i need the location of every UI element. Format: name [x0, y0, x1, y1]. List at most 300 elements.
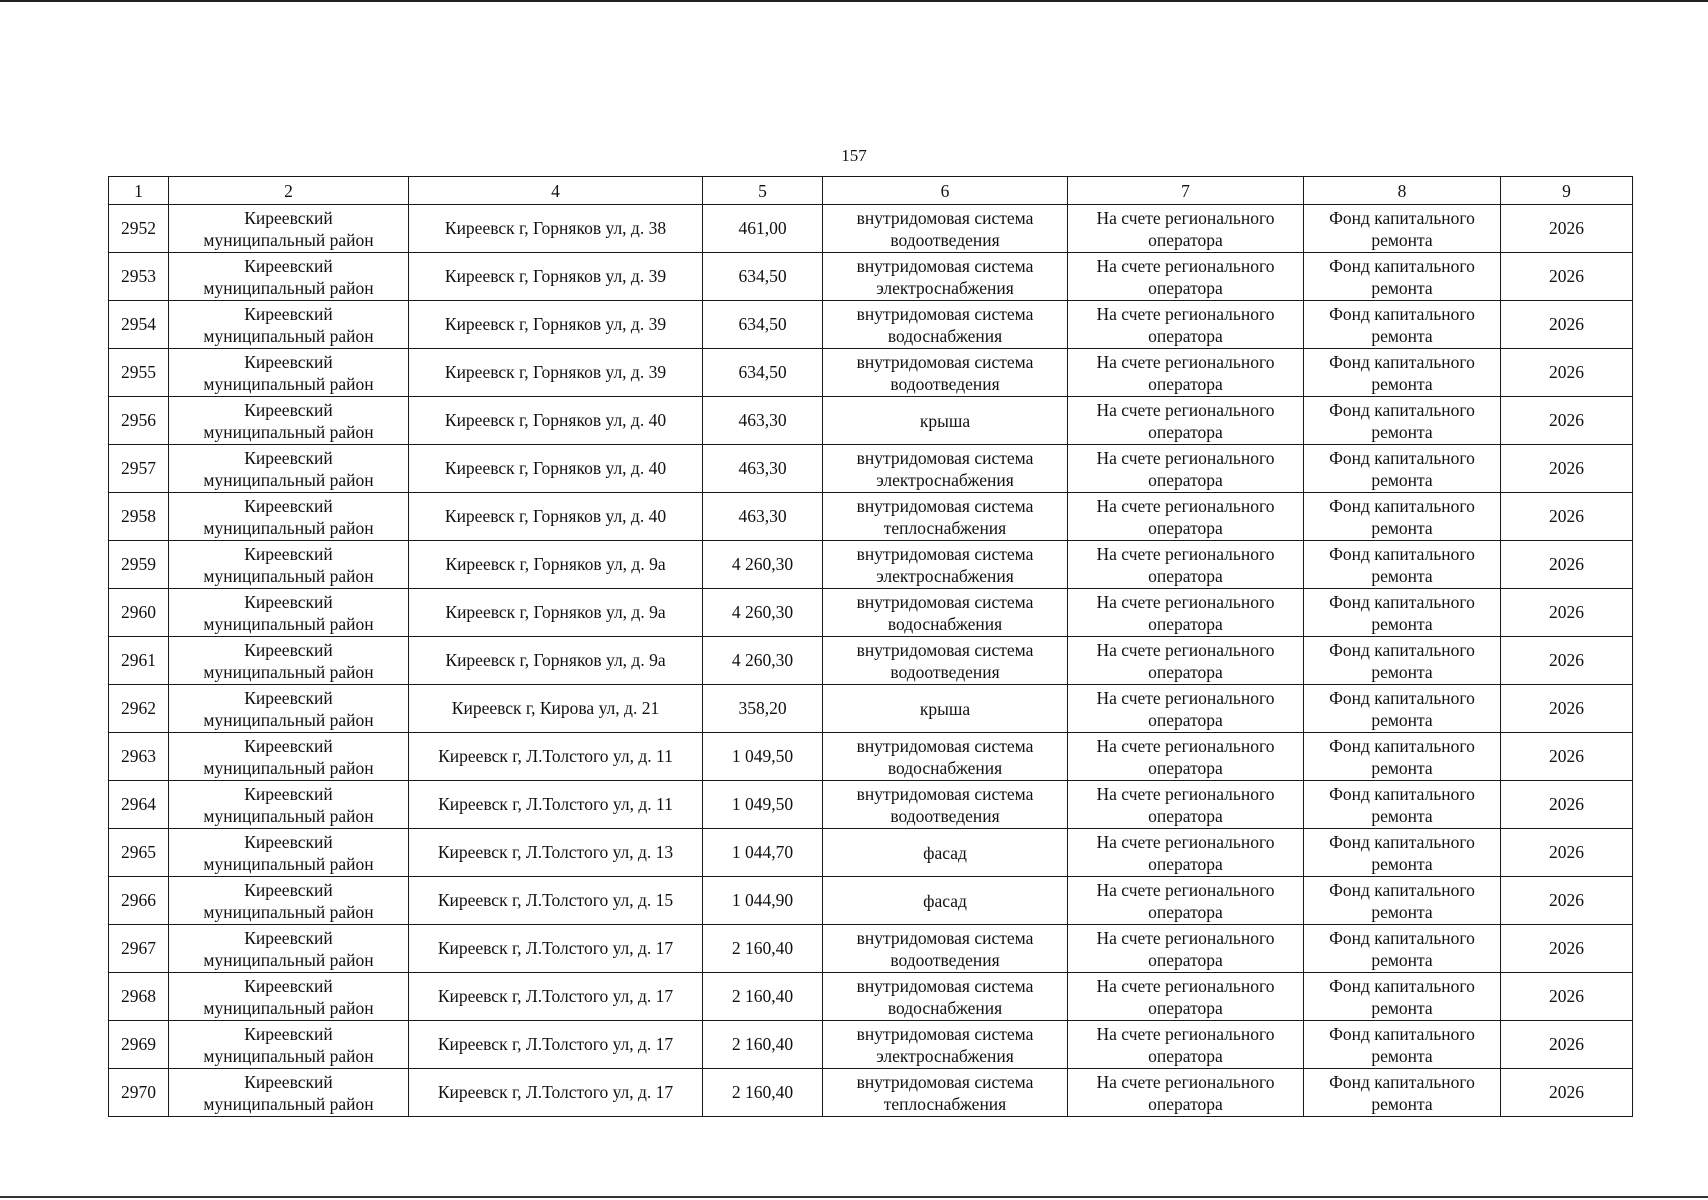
work-type-cell	[823, 637, 1068, 685]
funding-source-cell	[1304, 205, 1501, 253]
year-cell: 2026	[1501, 781, 1633, 829]
work-type-cell-line-2: водоснабжения	[887, 613, 1003, 634]
year-cell: 2026	[1501, 253, 1633, 301]
funding-source-cell-line-2: ремонта	[1371, 229, 1433, 250]
account-cell-line-2: оператора	[1148, 421, 1223, 442]
account-cell-line-2: оператора	[1148, 853, 1223, 874]
district-cell-line-2: муниципальный район	[203, 1045, 374, 1066]
funding-source-cell-line-1: Фонд капитального	[1329, 543, 1475, 564]
district-cell	[169, 637, 409, 685]
account-cell	[1068, 877, 1304, 925]
funding-source-cell-line-2: ремонта	[1371, 661, 1433, 682]
funding-source-cell	[1304, 1069, 1501, 1117]
area-cell: 2 160,40	[703, 925, 823, 973]
table-row	[109, 493, 1633, 541]
area-cell: 2 160,40	[703, 1021, 823, 1069]
district-cell-line-1: Киреевский	[244, 639, 333, 660]
year-cell: 2026	[1501, 541, 1633, 589]
account-cell	[1068, 541, 1304, 589]
header-row	[109, 177, 1633, 205]
column-header: 7	[1068, 177, 1304, 205]
account-cell-line-2: оператора	[1148, 901, 1223, 922]
address-cell: Киреевск г, Горняков ул, д. 9а	[409, 637, 703, 685]
work-type-cell	[823, 973, 1068, 1021]
work-type-cell	[823, 397, 1068, 445]
funding-source-cell-line-1: Фонд капитального	[1329, 303, 1475, 324]
work-type-cell	[823, 733, 1068, 781]
work-type-cell-line-2: электроснабжения	[876, 1045, 1014, 1066]
work-type-cell-line-1: внутридомовая система	[856, 783, 1034, 804]
area-cell: 463,30	[703, 397, 823, 445]
account-cell	[1068, 397, 1304, 445]
table-row	[109, 205, 1633, 253]
account-cell-line-1: На счете регионального	[1096, 255, 1275, 276]
area-cell: 2 160,40	[703, 973, 823, 1021]
account-cell-line-2: оператора	[1148, 997, 1223, 1018]
funding-source-cell-line-1: Фонд капитального	[1329, 1023, 1475, 1044]
funding-source-cell	[1304, 781, 1501, 829]
area-cell: 634,50	[703, 253, 823, 301]
work-type-cell	[823, 1021, 1068, 1069]
district-cell	[169, 685, 409, 733]
funding-source-cell-line-1: Фонд капитального	[1329, 447, 1475, 468]
work-type-cell-line-1: внутридомовая система	[856, 591, 1034, 612]
district-cell-line-1: Киреевский	[244, 879, 333, 900]
funding-source-cell-line-2: ремонта	[1371, 325, 1433, 346]
row-number-cell: 2968	[109, 973, 169, 1021]
district-cell-line-1: Киреевский	[244, 495, 333, 516]
year-cell: 2026	[1501, 445, 1633, 493]
row-number-cell: 2956	[109, 397, 169, 445]
address-cell: Киреевск г, Горняков ул, д. 38	[409, 205, 703, 253]
year-cell: 2026	[1501, 205, 1633, 253]
account-cell-line-2: оператора	[1148, 1093, 1223, 1114]
year-cell: 2026	[1501, 349, 1633, 397]
work-type-cell-line-2: теплоснабжения	[883, 517, 1007, 538]
funding-source-cell-line-1: Фонд капитального	[1329, 591, 1475, 612]
district-cell-line-2: муниципальный район	[203, 517, 374, 538]
address-cell: Киреевск г, Л.Толстого ул, д. 11	[409, 781, 703, 829]
funding-source-cell	[1304, 253, 1501, 301]
account-cell-line-2: оператора	[1148, 661, 1223, 682]
row-number-cell: 2960	[109, 589, 169, 637]
funding-source-cell-line-1: Фонд капитального	[1329, 1071, 1475, 1092]
row-number-cell: 2959	[109, 541, 169, 589]
account-cell	[1068, 493, 1304, 541]
address-cell: Киреевск г, Горняков ул, д. 40	[409, 445, 703, 493]
funding-source-cell-line-2: ремонта	[1371, 949, 1433, 970]
work-type-cell-line-1: внутридомовая система	[856, 1023, 1034, 1044]
district-cell-line-2: муниципальный район	[203, 997, 374, 1018]
row-number-cell: 2966	[109, 877, 169, 925]
funding-source-cell	[1304, 973, 1501, 1021]
work-type-cell	[823, 493, 1068, 541]
funding-source-cell-line-2: ремонта	[1371, 277, 1433, 298]
district-cell-line-1: Киреевский	[244, 591, 333, 612]
account-cell-line-2: оператора	[1148, 613, 1223, 634]
funding-source-cell-line-2: ремонта	[1371, 565, 1433, 586]
district-cell-line-2: муниципальный район	[203, 901, 374, 922]
work-type-cell-line-2: водоснабжения	[887, 997, 1003, 1018]
area-cell: 4 260,30	[703, 637, 823, 685]
work-type-cell-line-1: внутридомовая система	[856, 303, 1034, 324]
account-cell-line-2: оператора	[1148, 325, 1223, 346]
funding-source-cell	[1304, 541, 1501, 589]
account-cell-line-1: На счете регионального	[1096, 975, 1275, 996]
district-cell-line-1: Киреевский	[244, 447, 333, 468]
work-type-cell-line-1: фасад	[923, 842, 967, 863]
district-cell	[169, 397, 409, 445]
funding-source-cell-line-1: Фонд капитального	[1329, 639, 1475, 660]
account-cell-line-2: оператора	[1148, 229, 1223, 250]
area-cell: 634,50	[703, 349, 823, 397]
work-type-cell-line-2: водоснабжения	[887, 325, 1003, 346]
account-cell	[1068, 445, 1304, 493]
district-cell-line-1: Киреевский	[244, 303, 333, 324]
district-cell-line-1: Киреевский	[244, 687, 333, 708]
district-cell	[169, 301, 409, 349]
district-cell	[169, 349, 409, 397]
column-header: 2	[169, 177, 409, 205]
address-cell: Киреевск г, Л.Толстого ул, д. 17	[409, 1069, 703, 1117]
row-number-cell: 2969	[109, 1021, 169, 1069]
work-type-cell-line-1: внутридомовая система	[856, 639, 1034, 660]
year-cell: 2026	[1501, 925, 1633, 973]
account-cell	[1068, 685, 1304, 733]
funding-source-cell-line-2: ремонта	[1371, 757, 1433, 778]
account-cell-line-1: На счете регионального	[1096, 447, 1275, 468]
row-number-cell: 2955	[109, 349, 169, 397]
work-type-cell	[823, 301, 1068, 349]
account-cell	[1068, 637, 1304, 685]
work-type-cell-line-1: внутридомовая система	[856, 975, 1034, 996]
work-type-cell	[823, 589, 1068, 637]
funding-source-cell-line-1: Фонд капитального	[1329, 687, 1475, 708]
account-cell-line-1: На счете регионального	[1096, 831, 1275, 852]
table-row	[109, 781, 1633, 829]
table-row	[109, 1021, 1633, 1069]
funding-source-cell	[1304, 1021, 1501, 1069]
account-cell-line-1: На счете регионального	[1096, 207, 1275, 228]
district-cell-line-1: Киреевский	[244, 399, 333, 420]
address-cell: Киреевск г, Л.Толстого ул, д. 15	[409, 877, 703, 925]
account-cell	[1068, 301, 1304, 349]
district-cell-line-1: Киреевский	[244, 1023, 333, 1044]
area-cell: 461,00	[703, 205, 823, 253]
account-cell	[1068, 829, 1304, 877]
work-type-cell-line-1: внутридомовая система	[856, 543, 1034, 564]
area-cell: 463,30	[703, 493, 823, 541]
year-cell: 2026	[1501, 637, 1633, 685]
column-header: 4	[409, 177, 703, 205]
work-type-cell-line-1: внутридомовая система	[856, 351, 1034, 372]
funding-source-cell-line-2: ремонта	[1371, 1045, 1433, 1066]
work-type-cell-line-1: внутридомовая система	[856, 927, 1034, 948]
funding-source-cell	[1304, 925, 1501, 973]
district-cell	[169, 781, 409, 829]
area-cell: 4 260,30	[703, 541, 823, 589]
funding-source-cell	[1304, 493, 1501, 541]
district-cell	[169, 829, 409, 877]
address-cell: Киреевск г, Горняков ул, д. 39	[409, 349, 703, 397]
account-cell-line-1: На счете регионального	[1096, 543, 1275, 564]
district-cell-line-1: Киреевский	[244, 927, 333, 948]
work-type-cell-line-2: электроснабжения	[876, 565, 1014, 586]
district-cell	[169, 733, 409, 781]
funding-source-cell-line-2: ремонта	[1371, 709, 1433, 730]
district-cell	[169, 1069, 409, 1117]
area-cell: 1 044,90	[703, 877, 823, 925]
district-cell	[169, 445, 409, 493]
district-cell-line-1: Киреевский	[244, 351, 333, 372]
work-type-cell-line-2: водоотведения	[890, 229, 1000, 250]
account-cell-line-2: оператора	[1148, 277, 1223, 298]
account-cell	[1068, 349, 1304, 397]
account-cell-line-2: оператора	[1148, 517, 1223, 538]
address-cell: Киреевск г, Горняков ул, д. 39	[409, 253, 703, 301]
work-type-cell-line-1: фасад	[923, 890, 967, 911]
district-cell-line-2: муниципальный район	[203, 325, 374, 346]
funding-source-cell	[1304, 877, 1501, 925]
district-cell-line-1: Киреевский	[244, 255, 333, 276]
year-cell: 2026	[1501, 493, 1633, 541]
account-cell-line-1: На счете регионального	[1096, 351, 1275, 372]
account-cell	[1068, 733, 1304, 781]
row-number-cell: 2967	[109, 925, 169, 973]
district-cell-line-2: муниципальный район	[203, 277, 374, 298]
funding-source-cell-line-2: ремонта	[1371, 469, 1433, 490]
funding-source-cell-line-1: Фонд капитального	[1329, 879, 1475, 900]
work-type-cell	[823, 1069, 1068, 1117]
area-cell: 1 049,50	[703, 781, 823, 829]
account-cell-line-2: оператора	[1148, 949, 1223, 970]
scan-edge-bottom	[0, 1196, 1708, 1198]
account-cell	[1068, 925, 1304, 973]
work-type-cell-line-1: внутридомовая система	[856, 735, 1034, 756]
account-cell	[1068, 253, 1304, 301]
funding-source-cell-line-1: Фонд капитального	[1329, 975, 1475, 996]
district-cell	[169, 205, 409, 253]
district-cell	[169, 973, 409, 1021]
funding-source-cell	[1304, 589, 1501, 637]
work-type-cell	[823, 925, 1068, 973]
row-number-cell: 2961	[109, 637, 169, 685]
row-number-cell: 2958	[109, 493, 169, 541]
account-cell-line-1: На счете регионального	[1096, 591, 1275, 612]
funding-source-cell-line-2: ремонта	[1371, 613, 1433, 634]
area-cell: 1 049,50	[703, 733, 823, 781]
address-cell: Киреевск г, Горняков ул, д. 9а	[409, 589, 703, 637]
account-cell-line-1: На счете регионального	[1096, 687, 1275, 708]
funding-source-cell	[1304, 733, 1501, 781]
account-cell-line-1: На счете регионального	[1096, 639, 1275, 660]
table-row	[109, 733, 1633, 781]
column-header: 5	[703, 177, 823, 205]
account-cell-line-1: На счете регионального	[1096, 399, 1275, 420]
year-cell: 2026	[1501, 829, 1633, 877]
table-row	[109, 637, 1633, 685]
district-cell-line-2: муниципальный район	[203, 469, 374, 490]
funding-source-cell	[1304, 349, 1501, 397]
district-cell-line-2: муниципальный район	[203, 421, 374, 442]
account-cell-line-1: На счете регионального	[1096, 303, 1275, 324]
year-cell: 2026	[1501, 589, 1633, 637]
address-cell: Киреевск г, Горняков ул, д. 40	[409, 493, 703, 541]
row-number-cell: 2952	[109, 205, 169, 253]
work-type-cell-line-1: крыша	[919, 410, 971, 431]
account-cell	[1068, 205, 1304, 253]
account-cell-line-1: На счете регионального	[1096, 927, 1275, 948]
account-cell-line-1: На счете регионального	[1096, 495, 1275, 516]
work-type-cell-line-1: внутридомовая система	[856, 207, 1034, 228]
funding-source-cell-line-1: Фонд капитального	[1329, 255, 1475, 276]
funding-source-cell-line-1: Фонд капитального	[1329, 735, 1475, 756]
table-row	[109, 829, 1633, 877]
funding-source-cell-line-2: ремонта	[1371, 997, 1433, 1018]
row-number-cell: 2954	[109, 301, 169, 349]
table-row	[109, 877, 1633, 925]
funding-source-cell	[1304, 637, 1501, 685]
district-cell-line-2: муниципальный район	[203, 853, 374, 874]
work-type-cell-line-1: крыша	[919, 698, 971, 719]
work-type-cell	[823, 253, 1068, 301]
funding-source-cell-line-1: Фонд капитального	[1329, 783, 1475, 804]
year-cell: 2026	[1501, 1021, 1633, 1069]
funding-source-cell-line-1: Фонд капитального	[1329, 927, 1475, 948]
funding-source-cell-line-1: Фонд капитального	[1329, 207, 1475, 228]
district-cell-line-2: муниципальный район	[203, 949, 374, 970]
district-cell	[169, 589, 409, 637]
table-row	[109, 445, 1633, 493]
district-cell-line-1: Киреевский	[244, 783, 333, 804]
table-row	[109, 973, 1633, 1021]
district-cell-line-1: Киреевский	[244, 207, 333, 228]
work-type-cell-line-1: внутридомовая система	[856, 255, 1034, 276]
district-cell	[169, 253, 409, 301]
funding-source-cell	[1304, 397, 1501, 445]
account-cell	[1068, 973, 1304, 1021]
district-cell	[169, 877, 409, 925]
district-cell-line-2: муниципальный район	[203, 805, 374, 826]
account-cell	[1068, 1069, 1304, 1117]
work-type-cell-line-2: водоотведения	[890, 805, 1000, 826]
account-cell-line-1: На счете регионального	[1096, 879, 1275, 900]
address-cell: Киреевск г, Горняков ул, д. 39	[409, 301, 703, 349]
column-header: 1	[109, 177, 169, 205]
account-cell-line-1: На счете регионального	[1096, 783, 1275, 804]
table-row	[109, 349, 1633, 397]
work-type-cell-line-1: внутридомовая система	[856, 1071, 1034, 1092]
work-type-cell	[823, 205, 1068, 253]
address-cell: Киреевск г, Л.Толстого ул, д. 13	[409, 829, 703, 877]
work-type-cell	[823, 829, 1068, 877]
year-cell: 2026	[1501, 397, 1633, 445]
column-header: 6	[823, 177, 1068, 205]
year-cell: 2026	[1501, 733, 1633, 781]
funding-source-cell-line-2: ремонта	[1371, 517, 1433, 538]
district-cell-line-2: муниципальный район	[203, 565, 374, 586]
funding-source-cell-line-1: Фонд капитального	[1329, 831, 1475, 852]
repair-register-table	[108, 176, 1633, 1117]
address-cell: Киреевск г, Кирова ул, д. 21	[409, 685, 703, 733]
area-cell: 1 044,70	[703, 829, 823, 877]
area-cell: 4 260,30	[703, 589, 823, 637]
funding-source-cell-line-2: ремонта	[1371, 373, 1433, 394]
funding-source-cell	[1304, 829, 1501, 877]
district-cell-line-1: Киреевский	[244, 831, 333, 852]
year-cell: 2026	[1501, 973, 1633, 1021]
district-cell-line-1: Киреевский	[244, 1071, 333, 1092]
work-type-cell-line-2: водоотведения	[890, 949, 1000, 970]
work-type-cell	[823, 877, 1068, 925]
year-cell: 2026	[1501, 877, 1633, 925]
address-cell: Киреевск г, Л.Толстого ул, д. 17	[409, 1021, 703, 1069]
funding-source-cell-line-2: ремонта	[1371, 1093, 1433, 1114]
table-row	[109, 541, 1633, 589]
work-type-cell-line-2: водоотведения	[890, 661, 1000, 682]
account-cell-line-2: оператора	[1148, 373, 1223, 394]
row-number-cell: 2963	[109, 733, 169, 781]
district-cell-line-2: муниципальный район	[203, 229, 374, 250]
row-number-cell: 2953	[109, 253, 169, 301]
year-cell: 2026	[1501, 685, 1633, 733]
work-type-cell	[823, 349, 1068, 397]
district-cell	[169, 493, 409, 541]
table-row	[109, 589, 1633, 637]
work-type-cell-line-2: водоснабжения	[887, 757, 1003, 778]
work-type-cell-line-2: теплоснабжения	[883, 1093, 1007, 1114]
funding-source-cell-line-2: ремонта	[1371, 805, 1433, 826]
work-type-cell-line-2: водоотведения	[890, 373, 1000, 394]
account-cell	[1068, 1021, 1304, 1069]
table-row	[109, 685, 1633, 733]
row-number-cell: 2965	[109, 829, 169, 877]
district-cell-line-1: Киреевский	[244, 735, 333, 756]
district-cell-line-2: муниципальный район	[203, 757, 374, 778]
work-type-cell-line-2: электроснабжения	[876, 277, 1014, 298]
table-row	[109, 925, 1633, 973]
area-cell: 358,20	[703, 685, 823, 733]
row-number-cell: 2962	[109, 685, 169, 733]
address-cell: Киреевск г, Л.Толстого ул, д. 11	[409, 733, 703, 781]
funding-source-cell-line-1: Фонд капитального	[1329, 399, 1475, 420]
table-body	[109, 205, 1633, 1117]
column-header: 8	[1304, 177, 1501, 205]
funding-source-cell-line-2: ремонта	[1371, 421, 1433, 442]
year-cell: 2026	[1501, 1069, 1633, 1117]
district-cell-line-1: Киреевский	[244, 543, 333, 564]
work-type-cell-line-1: внутридомовая система	[856, 447, 1034, 468]
address-cell: Киреевск г, Л.Толстого ул, д. 17	[409, 973, 703, 1021]
account-cell-line-2: оператора	[1148, 565, 1223, 586]
funding-source-cell-line-2: ремонта	[1371, 901, 1433, 922]
address-cell: Киреевск г, Горняков ул, д. 9а	[409, 541, 703, 589]
work-type-cell	[823, 781, 1068, 829]
area-cell: 463,30	[703, 445, 823, 493]
area-cell: 634,50	[703, 301, 823, 349]
account-cell-line-2: оператора	[1148, 1045, 1223, 1066]
funding-source-cell-line-2: ремонта	[1371, 853, 1433, 874]
district-cell-line-2: муниципальный район	[203, 1093, 374, 1114]
funding-source-cell	[1304, 685, 1501, 733]
row-number-cell: 2964	[109, 781, 169, 829]
district-cell-line-1: Киреевский	[244, 975, 333, 996]
funding-source-cell-line-1: Фонд капитального	[1329, 495, 1475, 516]
account-cell-line-2: оператора	[1148, 757, 1223, 778]
work-type-cell	[823, 685, 1068, 733]
table-row	[109, 397, 1633, 445]
district-cell	[169, 541, 409, 589]
